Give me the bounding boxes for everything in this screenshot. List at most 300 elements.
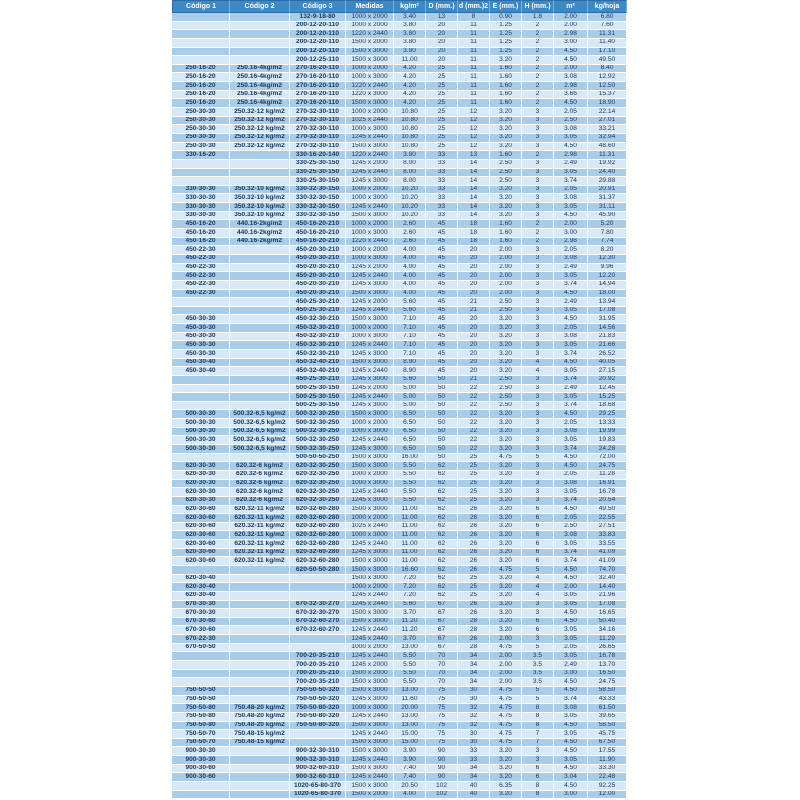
table-cell: 1245 x 2440	[346, 488, 394, 497]
table-cell: 32	[458, 704, 490, 713]
table-cell: 2.00	[490, 264, 522, 273]
table-row	[172, 428, 628, 437]
table-cell: 620-32-30-250	[290, 462, 346, 471]
table-cell: 6.50	[394, 410, 426, 419]
table-cell: 61.50	[588, 704, 627, 713]
table-row	[172, 454, 628, 463]
table-cell: 4.75	[490, 739, 522, 748]
table-cell: 2	[522, 39, 554, 48]
table-cell: 2.50	[490, 402, 522, 411]
table-cell: 11.31	[588, 151, 627, 160]
table-cell: 12.92	[588, 73, 627, 82]
table-row	[172, 39, 628, 48]
table-cell: 1245 x 2000	[346, 160, 394, 169]
table-cell: 45	[426, 290, 458, 299]
table-cell: 11	[458, 73, 490, 82]
table-cell: 3.74	[554, 445, 588, 454]
table-cell	[230, 376, 290, 385]
table-cell: 620.32-6 kg/m2	[230, 471, 290, 480]
table-cell: 330-25-30-150	[290, 177, 346, 186]
table-row	[172, 151, 628, 160]
table-cell: 45	[426, 220, 458, 229]
table-cell	[172, 376, 230, 385]
table-cell: 14	[458, 160, 490, 169]
table-cell: 250.16-4kg/m2	[230, 99, 290, 108]
table-row	[172, 30, 628, 39]
table-cell: 500-25-30-150	[290, 402, 346, 411]
table-row	[172, 359, 628, 368]
table-cell: 25	[426, 134, 458, 143]
table-row	[172, 514, 628, 523]
table-cell: 20.91	[588, 186, 627, 195]
table-cell: 10.80	[394, 143, 426, 152]
table-cell: 40.05	[588, 359, 627, 368]
table-cell	[290, 592, 346, 601]
table-cell: 4.50	[554, 747, 588, 756]
table-cell	[230, 575, 290, 584]
table-row	[172, 644, 628, 653]
table-cell: 3	[522, 462, 554, 471]
table-cell: 7.80	[588, 229, 627, 238]
table-cell: 8	[522, 713, 554, 722]
table-cell: 25	[426, 117, 458, 126]
table-cell: 62	[426, 497, 458, 506]
table-cell: 250.16-4kg/m2	[230, 73, 290, 82]
table-cell: 3.74	[554, 497, 588, 506]
table-cell: 900-30-30	[172, 747, 230, 756]
table-cell: 4.50	[554, 212, 588, 221]
table-cell: 1500 x 2000	[346, 791, 394, 800]
table-cell: 2.98	[554, 30, 588, 39]
table-cell: 350.32-10 kg/m2	[230, 186, 290, 195]
table-cell: 250.16-4kg/m2	[230, 91, 290, 100]
table-cell: 1500 x 3000	[346, 212, 394, 221]
table-cell: 1000 x 3000	[346, 704, 394, 713]
table-cell: 3	[522, 393, 554, 402]
table-cell: 17.08	[588, 601, 627, 610]
table-cell: 3	[522, 255, 554, 264]
table-cell: 40	[458, 782, 490, 791]
table-cell: 7.20	[394, 592, 426, 601]
table-cell: 75	[426, 696, 458, 705]
table-row	[172, 402, 628, 411]
table-cell: 25	[458, 592, 490, 601]
table-cell: 750.48-15 kg/m2	[230, 739, 290, 748]
table-cell: 20	[458, 341, 490, 350]
table-cell: 620-30-60	[172, 523, 230, 532]
table-cell: 1.60	[490, 229, 522, 238]
table-cell: 3.05	[554, 367, 588, 376]
table-cell: 750-50-80-320	[290, 704, 346, 713]
table-cell: 45.90	[588, 212, 627, 221]
table-cell: 40	[458, 791, 490, 800]
table-cell: 1220 x 2440	[346, 151, 394, 160]
table-cell: 1245 x 2440	[346, 203, 394, 212]
table-cell: 620.32-6 kg/m2	[230, 462, 290, 471]
table-cell: 12	[458, 143, 490, 152]
table-cell: 4.00	[394, 255, 426, 264]
table-cell: 16.65	[588, 609, 627, 618]
table-cell: 450-22-30	[172, 255, 230, 264]
table-cell: 11	[458, 39, 490, 48]
table-cell: 1.8	[522, 13, 554, 22]
table-cell: 6	[522, 773, 554, 782]
table-cell: 3.20	[490, 506, 522, 515]
table-cell: 1245 x 3000	[346, 402, 394, 411]
table-cell: 0.90	[490, 13, 522, 22]
table-cell: 3	[522, 281, 554, 290]
table-cell: 1000 x 3000	[346, 480, 394, 489]
table-cell: 450-20-30-210	[290, 290, 346, 299]
table-cell	[290, 730, 346, 739]
table-cell: 3	[522, 194, 554, 203]
table-cell: 3.20	[490, 333, 522, 342]
table-cell: 200-12-20-110	[290, 39, 346, 48]
table-cell: 440.16-2kg/m2	[230, 220, 290, 229]
table-cell: 350.32-10 kg/m2	[230, 194, 290, 203]
table-cell: 2.98	[554, 238, 588, 247]
table-cell: 20	[426, 39, 458, 48]
table-cell: 330-32-30-150	[290, 186, 346, 195]
table-cell: 3.20	[490, 56, 522, 65]
table-cell: 3.05	[554, 169, 588, 178]
table-cell: 3	[522, 635, 554, 644]
table-cell: 20	[458, 281, 490, 290]
table-row	[172, 376, 628, 385]
table-row	[172, 635, 628, 644]
table-cell: 32	[458, 722, 490, 731]
table-cell: 620.32-6 kg/m2	[230, 480, 290, 489]
table-cell	[230, 782, 290, 791]
table-cell: 3.05	[554, 592, 588, 601]
table-cell: 3.20	[490, 203, 522, 212]
table-cell: 3.20	[490, 601, 522, 610]
table-cell: 24.75	[588, 678, 627, 687]
table-cell: 34.16	[588, 626, 627, 635]
table-cell: 620-32-30-250	[290, 471, 346, 480]
table-row	[172, 177, 628, 186]
table-cell: 2	[522, 238, 554, 247]
table-cell: 3.20	[490, 557, 522, 566]
table-cell: 3.74	[554, 177, 588, 186]
table-cell: 50	[426, 436, 458, 445]
table-cell	[230, 626, 290, 635]
table-cell: 500-30-30	[172, 419, 230, 428]
column-header-6: D (mm.)	[426, 0, 458, 13]
table-cell: 500-30-30	[172, 410, 230, 419]
table-row	[172, 385, 628, 394]
table-cell: 1000 x 2000	[346, 13, 394, 22]
table-cell: 330-16-20	[172, 151, 230, 160]
table-cell: 750.48-20 kg/m2	[230, 704, 290, 713]
table-cell: 11.00	[394, 540, 426, 549]
table-cell	[230, 393, 290, 402]
table-cell: 1500 x 3000	[346, 566, 394, 575]
table-cell: 250-30-30	[172, 134, 230, 143]
table-cell: 4.75	[490, 454, 522, 463]
table-row	[172, 661, 628, 670]
table-row	[172, 670, 628, 679]
table-cell: 45	[426, 229, 458, 238]
table-cell: 3.20	[490, 212, 522, 221]
table-cell: 330-16-20-140	[290, 151, 346, 160]
table-cell: 2.49	[554, 385, 588, 394]
table-cell: 67.50	[588, 739, 627, 748]
table-cell: 3.20	[490, 108, 522, 117]
table-cell: 70	[426, 661, 458, 670]
table-cell: 1245 x 2440	[346, 134, 394, 143]
table-cell: 3.20	[490, 462, 522, 471]
table-cell: 3.05	[554, 488, 588, 497]
table-cell: 3.80	[394, 22, 426, 31]
table-cell: 3	[522, 246, 554, 255]
table-row	[172, 592, 628, 601]
table-cell: 3.74	[554, 549, 588, 558]
table-cell: 450-16-20	[172, 238, 230, 247]
table-cell: 3.20	[490, 428, 522, 437]
table-cell: 1245 x 2000	[346, 264, 394, 273]
table-row	[172, 341, 628, 350]
table-cell: 1000 x 2000	[346, 583, 394, 592]
table-cell: 620-30-30	[172, 480, 230, 489]
table-cell: 1500 x 3000	[346, 575, 394, 584]
table-cell: 3.20	[490, 324, 522, 333]
table-cell: 620-32-60-280	[290, 531, 346, 540]
table-cell: 62	[426, 549, 458, 558]
table-cell: 15.00	[394, 730, 426, 739]
table-cell: 450-30-30	[172, 324, 230, 333]
table-cell	[230, 687, 290, 696]
table-cell: 45	[426, 359, 458, 368]
table-cell: 67	[426, 644, 458, 653]
table-cell: 3	[522, 601, 554, 610]
table-cell: 3.74	[554, 350, 588, 359]
table-cell: 33	[426, 160, 458, 169]
table-cell: 450-30-40	[172, 359, 230, 368]
table-cell: 450-25-30-210	[290, 376, 346, 385]
table-cell: 2.00	[490, 255, 522, 264]
table-cell: 750.48-15 kg/m2	[230, 730, 290, 739]
table-cell: 33	[426, 203, 458, 212]
table-cell	[172, 177, 230, 186]
table-cell: 620-30-60	[172, 514, 230, 523]
table-cell: 7.40	[394, 765, 426, 774]
table-cell: 500.32-6,5 kg/m2	[230, 419, 290, 428]
table-cell: 11.00	[394, 514, 426, 523]
table-cell	[172, 307, 230, 316]
table-cell: 20	[426, 22, 458, 31]
table-cell: 440.16-2kg/m2	[230, 229, 290, 238]
column-header-9: H (mm.)	[522, 0, 554, 13]
table-cell: 3.05	[554, 203, 588, 212]
table-cell: 450-30-30	[172, 350, 230, 359]
table-cell: 7.20	[394, 575, 426, 584]
table-cell: 2.50	[490, 160, 522, 169]
table-cell: 3.90	[394, 756, 426, 765]
table-cell: 3.05	[554, 626, 588, 635]
table-cell: 6	[522, 523, 554, 532]
table-cell: 3.70	[394, 609, 426, 618]
table-cell	[172, 22, 230, 31]
table-row	[172, 601, 628, 610]
table-cell: 1220 x 2440	[346, 238, 394, 247]
table-cell: 33	[426, 186, 458, 195]
table-row	[172, 264, 628, 273]
table-cell: 1025 x 2440	[346, 117, 394, 126]
table-cell: 25	[458, 480, 490, 489]
table-cell: 12.45	[588, 385, 627, 394]
table-cell: 14.94	[588, 281, 627, 290]
table-cell: 49.50	[588, 506, 627, 515]
table-cell: 3.08	[554, 531, 588, 540]
table-cell: 2	[522, 99, 554, 108]
table-row	[172, 108, 628, 117]
table-cell: 3.05	[554, 393, 588, 402]
table-cell: 6.50	[394, 445, 426, 454]
table-cell: 4	[522, 583, 554, 592]
table-cell: 3.08	[554, 194, 588, 203]
table-row	[172, 791, 628, 800]
table-cell: 3.04	[554, 773, 588, 782]
table-row	[172, 523, 628, 532]
table-cell: 8	[522, 782, 554, 791]
table-cell: 29.88	[588, 177, 627, 186]
table-cell	[230, 315, 290, 324]
table-cell	[172, 678, 230, 687]
table-cell: 6	[522, 540, 554, 549]
table-cell: 330-32-30-150	[290, 203, 346, 212]
table-cell: 4.50	[554, 782, 588, 791]
table-row	[172, 575, 628, 584]
table-row	[172, 99, 628, 108]
column-header-3: Código 3	[290, 0, 346, 13]
table-cell: 3.00	[554, 39, 588, 48]
table-cell: 75	[426, 704, 458, 713]
table-cell: 3.08	[554, 704, 588, 713]
table-cell: 45.75	[588, 730, 627, 739]
table-cell: 450-32-40-210	[290, 367, 346, 376]
table-cell: 270-16-20-110	[290, 99, 346, 108]
table-cell: 12.00	[588, 791, 627, 800]
table-cell: 1245 x 2000	[346, 298, 394, 307]
table-cell: 620-30-40	[172, 583, 230, 592]
table-cell: 3.70	[394, 635, 426, 644]
table-cell: 11.90	[588, 756, 627, 765]
table-cell: 4.50	[554, 566, 588, 575]
table-row	[172, 393, 628, 402]
table-cell: 5.60	[394, 298, 426, 307]
table-cell: 20	[458, 333, 490, 342]
table-row	[172, 730, 628, 739]
table-cell: 450-30-30	[172, 315, 230, 324]
table-cell: 1245 x 3000	[346, 549, 394, 558]
table-cell: 450-16-20	[172, 229, 230, 238]
table-cell: 4.75	[490, 730, 522, 739]
table-cell: 31.11	[588, 203, 627, 212]
table-cell: 4.50	[554, 99, 588, 108]
table-cell: 620-32-60-280	[290, 523, 346, 532]
table-cell: 500-32-30-250	[290, 419, 346, 428]
table-cell: 620-30-30	[172, 488, 230, 497]
table-cell: 4.20	[394, 73, 426, 82]
table-cell: 5.50	[394, 471, 426, 480]
table-cell: 620.32-11 kg/m2	[230, 531, 290, 540]
table-cell: 1.25	[490, 48, 522, 57]
table-cell: 330-30-30	[172, 194, 230, 203]
table-cell: 250-16-20	[172, 91, 230, 100]
column-header-4: Medidas	[346, 0, 394, 13]
table-row	[172, 652, 628, 661]
table-cell: 2.50	[490, 169, 522, 178]
table-cell	[230, 272, 290, 281]
table-cell: 2.50	[490, 376, 522, 385]
table-cell: 1245 x 2440	[346, 272, 394, 281]
table-cell: 3	[522, 436, 554, 445]
table-cell: 620.32-11 kg/m2	[230, 514, 290, 523]
table-cell: 4.00	[394, 272, 426, 281]
table-cell: 450-16-20-210	[290, 220, 346, 229]
table-cell: 3	[522, 160, 554, 169]
table-cell: 3.08	[554, 480, 588, 489]
table-cell: 5.00	[394, 385, 426, 394]
table-cell: 11	[458, 82, 490, 91]
table-cell: 3	[522, 419, 554, 428]
table-cell: 75	[426, 722, 458, 731]
table-row	[172, 48, 628, 57]
table-cell: 3	[522, 488, 554, 497]
table-cell: 250.32-12 kg/m2	[230, 117, 290, 126]
table-cell: 8	[522, 704, 554, 713]
table-cell: 5	[522, 644, 554, 653]
table-cell: 11	[458, 48, 490, 57]
table-row	[172, 678, 628, 687]
table-cell: 10.20	[394, 203, 426, 212]
table-cell: 15.00	[394, 739, 426, 748]
table-cell: 13	[426, 13, 458, 22]
table-cell: 3	[522, 445, 554, 454]
table-cell: 900-32-60-310	[290, 773, 346, 782]
table-cell: 900-32-60-310	[290, 765, 346, 774]
table-cell: 58.50	[588, 722, 627, 731]
table-cell: 50	[426, 428, 458, 437]
table-cell: 3	[522, 341, 554, 350]
table-cell: 33.30	[588, 765, 627, 774]
table-cell: 45	[426, 333, 458, 342]
table-cell: 330-32-30-150	[290, 194, 346, 203]
table-cell: 620.32-11 kg/m2	[230, 506, 290, 515]
table-row	[172, 160, 628, 169]
table-cell: 3	[522, 177, 554, 186]
table-cell: 20	[426, 30, 458, 39]
table-cell: 1000 x 2000	[346, 108, 394, 117]
table-cell: 1000 x 2000	[346, 65, 394, 74]
table-cell: 1000 x 2000	[346, 324, 394, 333]
table-row	[172, 436, 628, 445]
table-cell: 26	[458, 566, 490, 575]
table-cell	[290, 583, 346, 592]
table-cell: 3.05	[554, 134, 588, 143]
table-cell: 620-30-60	[172, 549, 230, 558]
table-cell	[230, 177, 290, 186]
table-cell: 17.55	[588, 747, 627, 756]
table-cell: 350.32-10 kg/m2	[230, 212, 290, 221]
table-cell: 20	[458, 246, 490, 255]
table-cell: 7.74	[588, 238, 627, 247]
table-cell: 24.75	[588, 462, 627, 471]
table-cell: 62	[426, 514, 458, 523]
table-cell: 30	[458, 696, 490, 705]
table-cell: 26.52	[588, 350, 627, 359]
